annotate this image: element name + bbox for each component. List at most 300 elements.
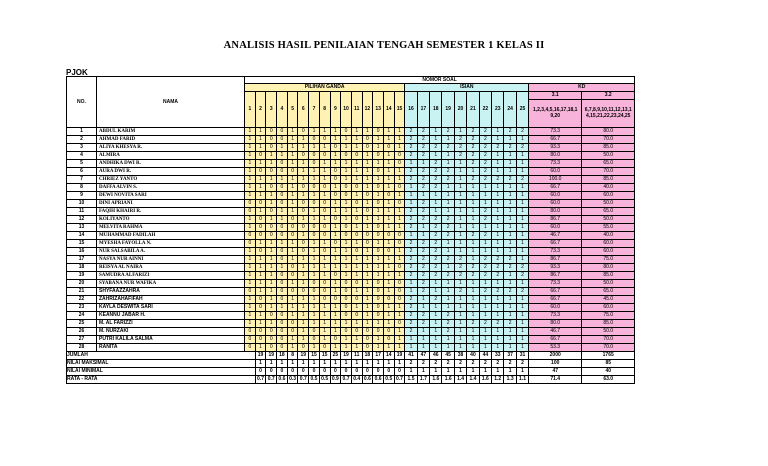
score-cell: 0 — [277, 136, 288, 144]
summary-value: 2 — [442, 360, 454, 368]
score-cell: 0 — [277, 160, 288, 168]
score-cell: 1 — [266, 240, 277, 248]
question-number: 10 — [341, 92, 352, 128]
score-cell: 0 — [330, 272, 341, 280]
score-cell: 0 — [266, 128, 277, 136]
score-cell: 0 — [266, 136, 277, 144]
score-cell: 1 — [298, 136, 309, 144]
score-cell: 1 — [298, 304, 309, 312]
score-cell: 0 — [309, 152, 320, 160]
score-cell: 2 — [405, 240, 417, 248]
score-cell: 1 — [516, 296, 528, 304]
summary-value: 0.7 — [395, 376, 403, 382]
score-cell: 1 — [319, 240, 330, 248]
score-cell: 0 — [309, 160, 320, 168]
score-cell: 1 — [516, 256, 528, 264]
score-cell: 1 — [319, 192, 330, 200]
student-number: 10 — [67, 200, 97, 208]
score-cell: 1 — [319, 312, 330, 320]
score-cell: 0 — [351, 280, 362, 288]
score-cell: 1 — [394, 328, 405, 336]
kd-3-1-score: 60.0 — [529, 192, 582, 200]
score-cell: 2 — [417, 248, 429, 256]
score-cell: 1 — [298, 192, 309, 200]
score-cell: 1 — [516, 184, 528, 192]
score-cell: 1 — [430, 336, 442, 344]
student-name: CHRIEZ YANTO — [97, 176, 245, 184]
score-cell: 0 — [330, 296, 341, 304]
score-cell: 0 — [373, 232, 384, 240]
kd-3-1-score: 60.0 — [529, 168, 582, 176]
kd-3-1-score: 60.0 — [529, 224, 582, 232]
score-cell: 1 — [417, 328, 429, 336]
score-cell: 0 — [362, 240, 373, 248]
score-cell: 0 — [383, 336, 394, 344]
summary-value: 0.3 — [289, 376, 297, 382]
student-number: 11 — [67, 208, 97, 216]
score-cell: 1 — [277, 264, 288, 272]
score-cell: 1 — [504, 152, 516, 160]
score-cell: 1 — [405, 232, 417, 240]
score-cell: 1 — [454, 328, 466, 336]
score-cell: 1 — [383, 344, 394, 352]
score-cell: 1 — [479, 344, 491, 352]
summary-blank — [245, 376, 256, 384]
score-cell: 1 — [255, 264, 266, 272]
score-cell: 1 — [454, 200, 466, 208]
score-cell: 1 — [516, 240, 528, 248]
score-cell: 1 — [442, 208, 454, 216]
summary-value: 15 — [309, 352, 320, 360]
kd-3-2-score: 65.0 — [582, 160, 635, 168]
score-cell: 2 — [467, 144, 479, 152]
score-cell: 0 — [277, 336, 288, 344]
score-cell: 1 — [298, 296, 309, 304]
score-cell: 2 — [417, 136, 429, 144]
header-nama: NAMA — [97, 77, 245, 128]
score-cell: 1 — [430, 328, 442, 336]
score-cell: 1 — [319, 160, 330, 168]
summary-value: 1 — [430, 368, 442, 376]
score-cell: 0 — [373, 168, 384, 176]
summary-value: 0.7 — [267, 376, 275, 382]
score-cell: 0 — [383, 328, 394, 336]
score-cell: 1 — [341, 256, 352, 264]
score-cell: 1 — [394, 224, 405, 232]
summary-value: 18 — [362, 352, 373, 360]
score-cell: 1 — [277, 216, 288, 224]
question-number: 19 — [442, 92, 454, 128]
score-cell: 2 — [442, 168, 454, 176]
summary-value: 0.6 — [374, 376, 382, 382]
score-cell: 1 — [266, 192, 277, 200]
summary-value: 40 — [467, 352, 479, 360]
score-cell: 1 — [309, 304, 320, 312]
score-cell: 0 — [319, 184, 330, 192]
score-cell: 1 — [287, 248, 298, 256]
score-cell: 0 — [277, 280, 288, 288]
summary-value: 0.6 — [363, 376, 371, 382]
score-cell: 1 — [383, 208, 394, 216]
student-name: AURA DWI R. — [97, 168, 245, 176]
score-cell: 1 — [309, 296, 320, 304]
score-cell: 1 — [245, 280, 256, 288]
score-cell: 1 — [245, 224, 256, 232]
score-cell: 1 — [255, 128, 266, 136]
header-kd-3-1: 3.1 — [529, 92, 582, 100]
score-cell: 2 — [417, 288, 429, 296]
score-cell: 1 — [298, 280, 309, 288]
score-cell: 2 — [430, 248, 442, 256]
score-cell: 0 — [309, 184, 320, 192]
header-kd-3-2: 3.2 — [582, 92, 635, 100]
score-cell: 1 — [330, 264, 341, 272]
kd-3-2-score: 60.0 — [582, 240, 635, 248]
score-cell: 1 — [492, 200, 504, 208]
score-cell: 1 — [492, 216, 504, 224]
score-cell: 1 — [341, 248, 352, 256]
score-cell: 1 — [383, 272, 394, 280]
score-cell: 1 — [516, 136, 528, 144]
summary-value: 1 — [492, 368, 504, 376]
score-cell: 1 — [394, 272, 405, 280]
score-cell: 1 — [362, 256, 373, 264]
question-number: 4 — [277, 92, 288, 128]
score-cell: 1 — [405, 184, 417, 192]
score-cell: 1 — [492, 232, 504, 240]
score-cell: 1 — [405, 280, 417, 288]
score-cell: 1 — [430, 208, 442, 216]
score-cell: 2 — [430, 240, 442, 248]
score-cell: 1 — [516, 320, 528, 328]
score-cell: 1 — [319, 144, 330, 152]
score-cell: 1 — [330, 280, 341, 288]
score-cell: 0 — [255, 336, 266, 344]
summary-value: 1 — [362, 360, 373, 368]
score-cell: 1 — [430, 304, 442, 312]
score-cell: 0 — [277, 168, 288, 176]
score-cell: 1 — [492, 208, 504, 216]
score-cell: 1 — [442, 192, 454, 200]
score-cell: 1 — [394, 256, 405, 264]
score-cell: 1 — [442, 336, 454, 344]
score-cell: 1 — [266, 304, 277, 312]
score-cell: 0 — [319, 344, 330, 352]
summary-kd-3-1: 71.4 — [529, 376, 582, 384]
score-cell: 1 — [454, 160, 466, 168]
score-cell: 2 — [504, 256, 516, 264]
score-cell: 1 — [245, 272, 256, 280]
score-cell: 2 — [405, 256, 417, 264]
score-cell: 2 — [479, 288, 491, 296]
score-cell: 0 — [266, 328, 277, 336]
score-cell: 1 — [255, 344, 266, 352]
score-cell: 2 — [417, 216, 429, 224]
score-cell: 1 — [298, 168, 309, 176]
score-cell: 2 — [479, 320, 491, 328]
score-cell: 1 — [362, 216, 373, 224]
score-cell: 1 — [330, 320, 341, 328]
score-cell: 0 — [309, 280, 320, 288]
kd-3-1-items: 1,2,3,4,5,16,17,18,1 9,20 — [529, 100, 582, 128]
score-cell: 2 — [405, 208, 417, 216]
header-nomor-soal: NOMOR SOAL — [245, 77, 635, 84]
score-cell: 1 — [383, 264, 394, 272]
score-cell: 1 — [245, 184, 256, 192]
summary-value: 33 — [492, 352, 504, 360]
summary-value: 44 — [479, 352, 491, 360]
table-row — [67, 224, 635, 232]
score-cell: 0 — [277, 184, 288, 192]
score-cell: 1 — [516, 216, 528, 224]
score-cell: 0 — [266, 168, 277, 176]
score-cell: 2 — [405, 216, 417, 224]
score-cell: 1 — [467, 312, 479, 320]
score-cell: 1 — [266, 280, 277, 288]
score-cell: 1 — [442, 200, 454, 208]
score-cell: 2 — [405, 312, 417, 320]
score-cell: 1 — [351, 264, 362, 272]
score-cell: 0 — [277, 248, 288, 256]
score-cell: 2 — [417, 184, 429, 192]
score-cell: 1 — [341, 336, 352, 344]
score-cell: 1 — [373, 240, 384, 248]
score-cell: 1 — [351, 128, 362, 136]
summary-value: 2 — [516, 360, 528, 368]
summary-value: 19 — [298, 352, 309, 360]
kd-3-1-score: 93.3 — [529, 264, 582, 272]
student-number: 26 — [67, 328, 97, 336]
summary-value: 1.6 — [442, 376, 454, 384]
score-cell: 1 — [504, 136, 516, 144]
score-cell: 0 — [373, 328, 384, 336]
student-number: 24 — [67, 312, 97, 320]
kd-3-2-score: 65.0 — [582, 288, 635, 296]
score-cell: 2 — [479, 144, 491, 152]
score-cell: 0 — [362, 136, 373, 144]
question-number: 8 — [319, 92, 330, 128]
score-cell: 0 — [351, 312, 362, 320]
summary-value: 19 — [394, 352, 405, 360]
question-number: 23 — [492, 92, 504, 128]
summary-value: 1.3 — [504, 376, 516, 384]
score-cell: 1 — [405, 160, 417, 168]
kd-3-2-score: 70.0 — [582, 136, 635, 144]
summary-value: 14 — [383, 352, 394, 360]
score-cell: 0 — [277, 232, 288, 240]
summary-value: 2 — [479, 360, 491, 368]
score-cell: 1 — [319, 256, 330, 264]
kd-3-2-score: 50.0 — [582, 280, 635, 288]
table-row — [67, 200, 635, 208]
score-cell: 1 — [430, 152, 442, 160]
score-cell: 0 — [255, 296, 266, 304]
score-cell: 0 — [373, 152, 384, 160]
score-cell: 1 — [341, 240, 352, 248]
score-cell: 0 — [341, 184, 352, 192]
score-cell: 1 — [351, 208, 362, 216]
score-cell: 1 — [330, 288, 341, 296]
score-cell: 2 — [504, 288, 516, 296]
table-row — [67, 128, 635, 136]
score-cell: 0 — [319, 296, 330, 304]
summary-value: 1 — [417, 368, 429, 376]
score-cell: 0 — [287, 320, 298, 328]
score-cell: 2 — [442, 216, 454, 224]
score-cell: 1 — [309, 216, 320, 224]
kd-3-2-score: 65.0 — [582, 208, 635, 216]
score-cell: 0 — [298, 248, 309, 256]
score-cell: 0 — [394, 232, 405, 240]
score-cell: 0 — [330, 144, 341, 152]
score-cell: 0 — [245, 328, 256, 336]
score-cell: 0 — [330, 216, 341, 224]
score-cell: 1 — [362, 168, 373, 176]
score-cell: 0 — [330, 168, 341, 176]
table-row — [67, 160, 635, 168]
score-cell: 0 — [298, 152, 309, 160]
score-cell: 0 — [394, 152, 405, 160]
kd-3-2-score: 80.0 — [582, 128, 635, 136]
table-row — [67, 344, 635, 352]
student-number: 1 — [67, 128, 97, 136]
score-cell: 1 — [255, 192, 266, 200]
score-cell: 1 — [255, 160, 266, 168]
score-cell: 1 — [492, 128, 504, 136]
score-cell: 0 — [309, 224, 320, 232]
question-number: 3 — [266, 92, 277, 128]
score-cell: 1 — [479, 280, 491, 288]
summary-value: 1 — [319, 360, 330, 368]
score-cell: 1 — [383, 160, 394, 168]
score-cell: 1 — [383, 128, 394, 136]
score-cell: 1 — [454, 320, 466, 328]
score-cell: 1 — [362, 176, 373, 184]
summary-value: 19 — [255, 352, 266, 360]
score-cell: 1 — [351, 136, 362, 144]
kd-3-2-score: 70.0 — [582, 168, 635, 176]
score-cell: 2 — [417, 128, 429, 136]
score-cell: 1 — [373, 320, 384, 328]
score-cell: 0 — [245, 232, 256, 240]
score-cell: 1 — [351, 320, 362, 328]
score-cell: 2 — [430, 296, 442, 304]
summary-kd-3-1: 100 — [529, 360, 582, 368]
summary-label: NILAI MAKSIMAL — [67, 360, 245, 368]
score-cell: 1 — [504, 248, 516, 256]
score-cell: 2 — [467, 272, 479, 280]
summary-value: 1 — [277, 360, 288, 368]
score-cell: 1 — [319, 264, 330, 272]
student-name: DEWI NOVITA SARI — [97, 192, 245, 200]
score-cell: 1 — [341, 200, 352, 208]
summary-value: 1 — [309, 360, 320, 368]
score-cell: 1 — [383, 152, 394, 160]
score-cell: 1 — [266, 320, 277, 328]
score-cell: 2 — [479, 272, 491, 280]
score-cell: 1 — [394, 208, 405, 216]
score-cell: 1 — [309, 176, 320, 184]
score-cell: 0 — [351, 216, 362, 224]
score-cell: 1 — [255, 184, 266, 192]
score-cell: 1 — [362, 312, 373, 320]
score-cell: 1 — [245, 128, 256, 136]
score-cell: 1 — [362, 152, 373, 160]
kd-3-1-score: 80.0 — [529, 208, 582, 216]
score-cell: 0 — [298, 288, 309, 296]
score-cell: 1 — [383, 288, 394, 296]
score-cell: 0 — [319, 136, 330, 144]
score-cell: 1 — [516, 280, 528, 288]
score-cell: 1 — [362, 128, 373, 136]
score-cell: 1 — [467, 296, 479, 304]
score-cell: 1 — [504, 224, 516, 232]
score-cell: 0 — [277, 288, 288, 296]
summary-value: 1 — [341, 360, 352, 368]
score-cell: 1 — [442, 184, 454, 192]
score-cell: 1 — [373, 160, 384, 168]
score-cell: 0 — [298, 128, 309, 136]
score-cell: 1 — [383, 136, 394, 144]
score-cell: 1 — [351, 272, 362, 280]
score-cell: 1 — [516, 168, 528, 176]
score-cell: 2 — [492, 176, 504, 184]
score-cell: 1 — [394, 192, 405, 200]
score-cell: 1 — [287, 296, 298, 304]
score-cell: 0 — [298, 200, 309, 208]
score-cell: 1 — [362, 264, 373, 272]
score-cell: 2 — [442, 272, 454, 280]
score-cell: 0 — [394, 296, 405, 304]
score-cell: 0 — [245, 240, 256, 248]
score-cell: 1 — [394, 216, 405, 224]
score-cell: 1 — [442, 136, 454, 144]
score-cell: 1 — [309, 344, 320, 352]
score-cell: 0 — [319, 288, 330, 296]
kd-3-2-score: 70.0 — [582, 336, 635, 344]
score-cell: 0 — [341, 152, 352, 160]
kd-3-1-score: 66.7 — [529, 296, 582, 304]
kd-3-2-score: 75.0 — [582, 256, 635, 264]
score-cell: 1 — [516, 208, 528, 216]
score-cell: 0 — [351, 152, 362, 160]
kd-3-2-score: 50.0 — [582, 216, 635, 224]
score-cell: 2 — [479, 264, 491, 272]
score-cell: 1 — [394, 336, 405, 344]
score-cell: 2 — [492, 144, 504, 152]
score-cell: 1 — [255, 240, 266, 248]
score-cell: 0 — [330, 336, 341, 344]
score-cell: 0 — [394, 264, 405, 272]
summary-value: 1 — [442, 368, 454, 376]
table-row — [67, 240, 635, 248]
summary-value: 1.7 — [417, 376, 429, 384]
summary-kd-3-2: 85 — [582, 360, 635, 368]
summary-label: RATA - RATA — [67, 376, 245, 384]
score-cell: 0 — [362, 328, 373, 336]
score-cell: 1 — [492, 280, 504, 288]
score-cell: 1 — [287, 336, 298, 344]
score-cell: 0 — [255, 248, 266, 256]
score-cell: 0 — [266, 224, 277, 232]
kd-3-1-score: 66.7 — [529, 336, 582, 344]
summary-value: 0 — [383, 368, 394, 376]
score-cell: 1 — [330, 248, 341, 256]
score-cell: 1 — [330, 128, 341, 136]
score-cell: 1 — [341, 272, 352, 280]
score-cell: 1 — [362, 320, 373, 328]
score-cell: 1 — [245, 192, 256, 200]
